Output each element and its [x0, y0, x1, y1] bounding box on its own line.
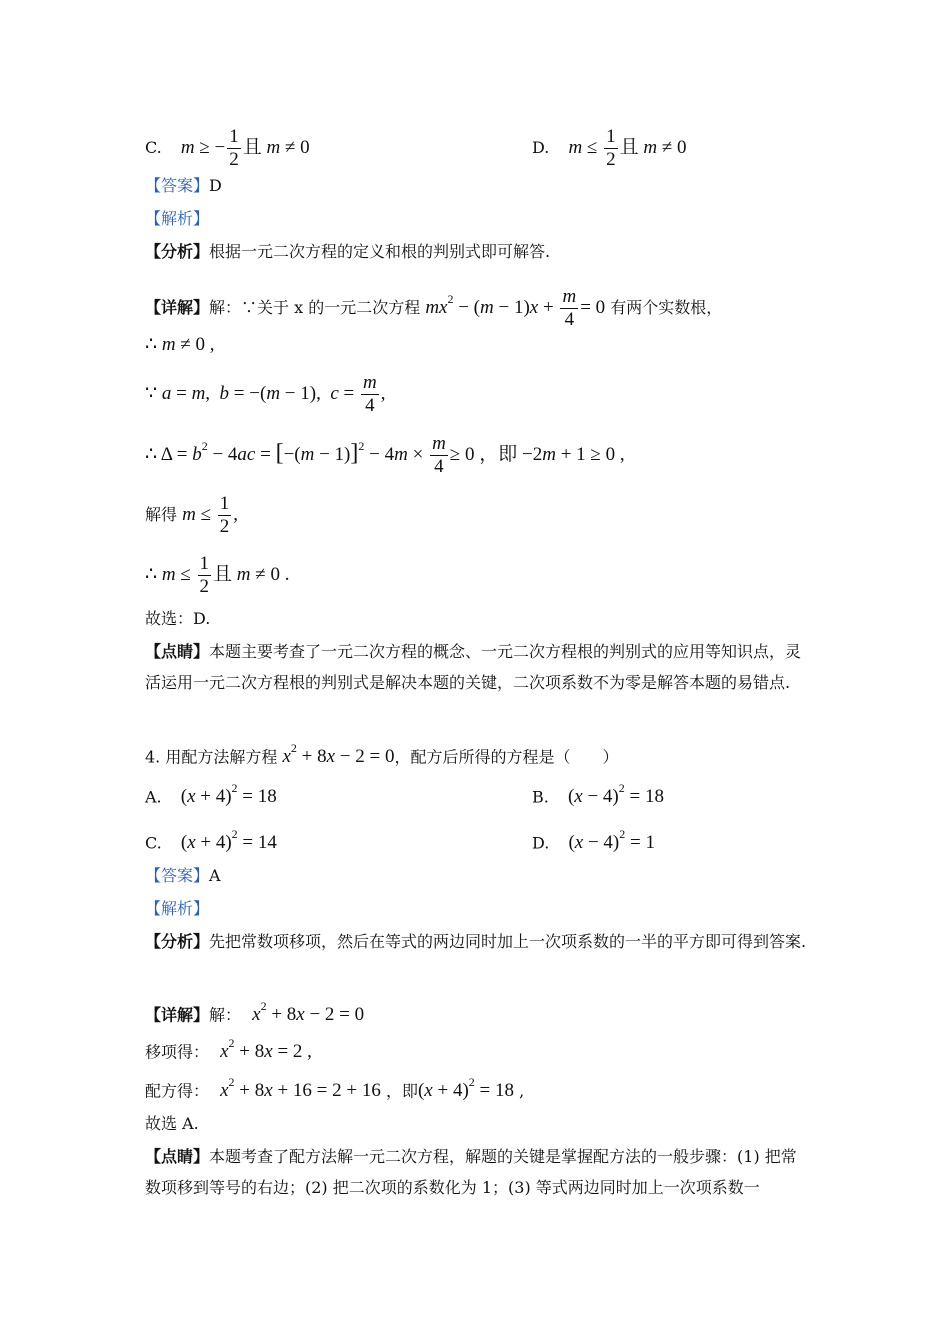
q3-choice: 故选：D. — [145, 609, 211, 628]
q4-stem: 4. 用配方法解方程 $x^2 + 8x - 2 = 0$，配方后所得的方程是（ ） — [145, 741, 619, 768]
q3-step-m-nonzero: ∴ m ≠ 0 , — [145, 334, 215, 355]
fraction: $\frac{m}{4}$ — [562, 286, 577, 330]
q4-option-a: A. $(x + 4)^2 = 18$ — [145, 781, 277, 808]
q3-step-conclusion: ∴ m ≤ $\frac{1}{2}$ 且 m ≠ 0 . — [145, 553, 290, 597]
fraction: $\frac{1}{2}$ — [229, 126, 239, 170]
fraction: $\frac{1}{2}$ — [219, 493, 230, 537]
q4-dianjing: 【点睛】本题考查了配方法解一元二次方程，解题的关键是掌握配方法的一般步骤：(1) 把常数项移到等号的右边；(2) 把二次项的系数化为 1；(3) 等式两边同时加上一次项系数一 — [145, 1147, 797, 1197]
fraction: $\frac{m}{4}$ — [363, 372, 377, 416]
q4-step-move: 移项得： $x^2 + 8x = 2$ , — [145, 1036, 312, 1063]
q4-xiangjie: 【详解】解： $x^2 + 8x - 2 = 0$ — [145, 999, 365, 1026]
q3-step-solve: 解得 m ≤ $\frac{1}{2}$ , — [145, 493, 239, 537]
q4-choice: 故选 A. — [145, 1114, 199, 1133]
q4-option-b: B. $(x - 4)^2 = 18$ — [532, 781, 664, 808]
q3-answer: 【答案】D — [145, 176, 222, 195]
fraction: $\frac{m}{4}$ — [432, 433, 446, 477]
q3-analysis-heading: 【解析】 — [145, 209, 210, 228]
fraction: $\frac{1}{2}$ — [606, 126, 616, 170]
q4-answer: 【答案】A — [145, 866, 221, 885]
fraction: $\frac{1}{2}$ — [199, 553, 210, 597]
q3-xiangjie: 【详解】解：∵关于 x 的一元二次方程 $mx^2 - (m - 1)x$ + $\frac{m}{4}$ = 0 有两个实数根， — [145, 286, 723, 330]
q4-step-complete-square: 配方得： $x^2 + 8x + 16 = 2 + 16$ ，即$(x + 4)^2 = 18$ , — [145, 1075, 525, 1102]
q3-step-coefficients: ∵ a = m, b = −(m − 1), c = $\frac{m}{4}$ , — [145, 372, 386, 416]
q3-dianjing: 【点睛】本题主要考查了一元二次方程的概念、一元二次方程根的判别式的应用等知识点，灵活运用一元二次方程根的判别式是解决本题的关键，二次项系数不为零是解答本题的易错点. — [145, 642, 802, 692]
q3-option-d: D. m ≤ $\frac{1}{2}$ 且 m ≠ 0 — [532, 126, 687, 170]
q3-option-c: C. m ≥ − $\frac{1}{2}$ 且 m ≠ 0 — [145, 126, 310, 170]
q4-fenxi: 【分析】先把常数项移项，然后在等式的两边同时加上一次项系数的一半的平方即可得到答案. — [145, 932, 807, 951]
q4-option-c: C. $(x + 4)^2 = 14$ — [145, 827, 277, 854]
q4-option-d: D. $(x - 4)^2 = 1$ — [532, 827, 655, 854]
q3-fenxi: 【分析】根据一元二次方程的定义和根的判别式即可解答. — [145, 242, 551, 261]
q3-step-discriminant: ∴ $\Delta = b^2 - 4ac = [-(m - 1)]^2 - 4m$ × $\frac{m}{4}$ ≥ 0 ，即 −2m + 1 ≥ 0 , — [145, 433, 625, 477]
q4-analysis-heading: 【解析】 — [145, 899, 210, 918]
